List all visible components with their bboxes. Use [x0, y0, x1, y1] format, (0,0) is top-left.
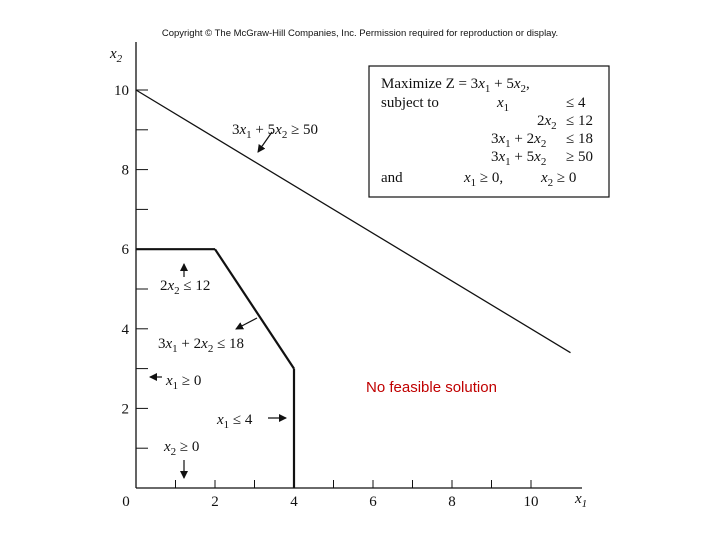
no-feasible-solution-note: No feasible solution	[366, 379, 497, 396]
x-tick-label-8: 8	[448, 494, 456, 510]
label-x1-ge: $x_1 \ge 0$	[166, 373, 202, 392]
label-3x1-2x2: $3x_1 + 2x_2 \le 18$	[158, 336, 245, 355]
x-tick-label-4: 4	[290, 494, 298, 510]
model-row-1: $x_1 \le 4$	[497, 95, 586, 114]
y-tick-label-2: 2	[121, 401, 129, 418]
label-3x1-5x2: $3x_1 + 5x_2 \ge 50$	[232, 122, 319, 141]
model-row-2: $2x_2 \le 12$	[537, 113, 593, 132]
copyright-text: Copyright © The McGraw-Hill Companies, Inc. Permission required for reproduction or display.	[161, 28, 559, 39]
model-objective: Maximize $Z = 3x_1 + 5x_2$,	[381, 76, 530, 95]
y-tick-label-10: 10	[114, 83, 129, 99]
y-axis-label: $x_2$	[110, 46, 123, 65]
model-row-4: $3x_1 + 5x_2 \ge 50$	[491, 149, 593, 168]
model-subject-to: subject to	[381, 95, 439, 111]
x-tick-label-0: 0	[122, 494, 130, 510]
y-tick-label-6: 6	[121, 242, 129, 259]
x-axis-label: $x_1$	[575, 491, 588, 510]
model-and: and	[381, 170, 403, 186]
arrow-3x1-2x2	[236, 318, 257, 329]
model-box	[369, 66, 609, 197]
label-x1-le: $x_1 \le 4$	[217, 412, 253, 431]
y-tick-label-8: 8	[121, 162, 129, 179]
label-2x2: $2x_2 \le 12$	[160, 278, 211, 297]
x-tick-label-2: 2	[211, 494, 219, 510]
label-x2-ge: $x_2 \ge 0$	[164, 439, 200, 458]
model-nonneg: $x_1 \ge 0$, $x_2 \ge 0$	[464, 170, 577, 189]
model-row-3: $3x_1 + 2x_2 \le 18$	[491, 131, 593, 150]
x-tick-label-6: 6	[369, 494, 377, 510]
y-tick-label-4: 4	[121, 321, 129, 338]
x-tick-label-10: 10	[523, 494, 539, 510]
